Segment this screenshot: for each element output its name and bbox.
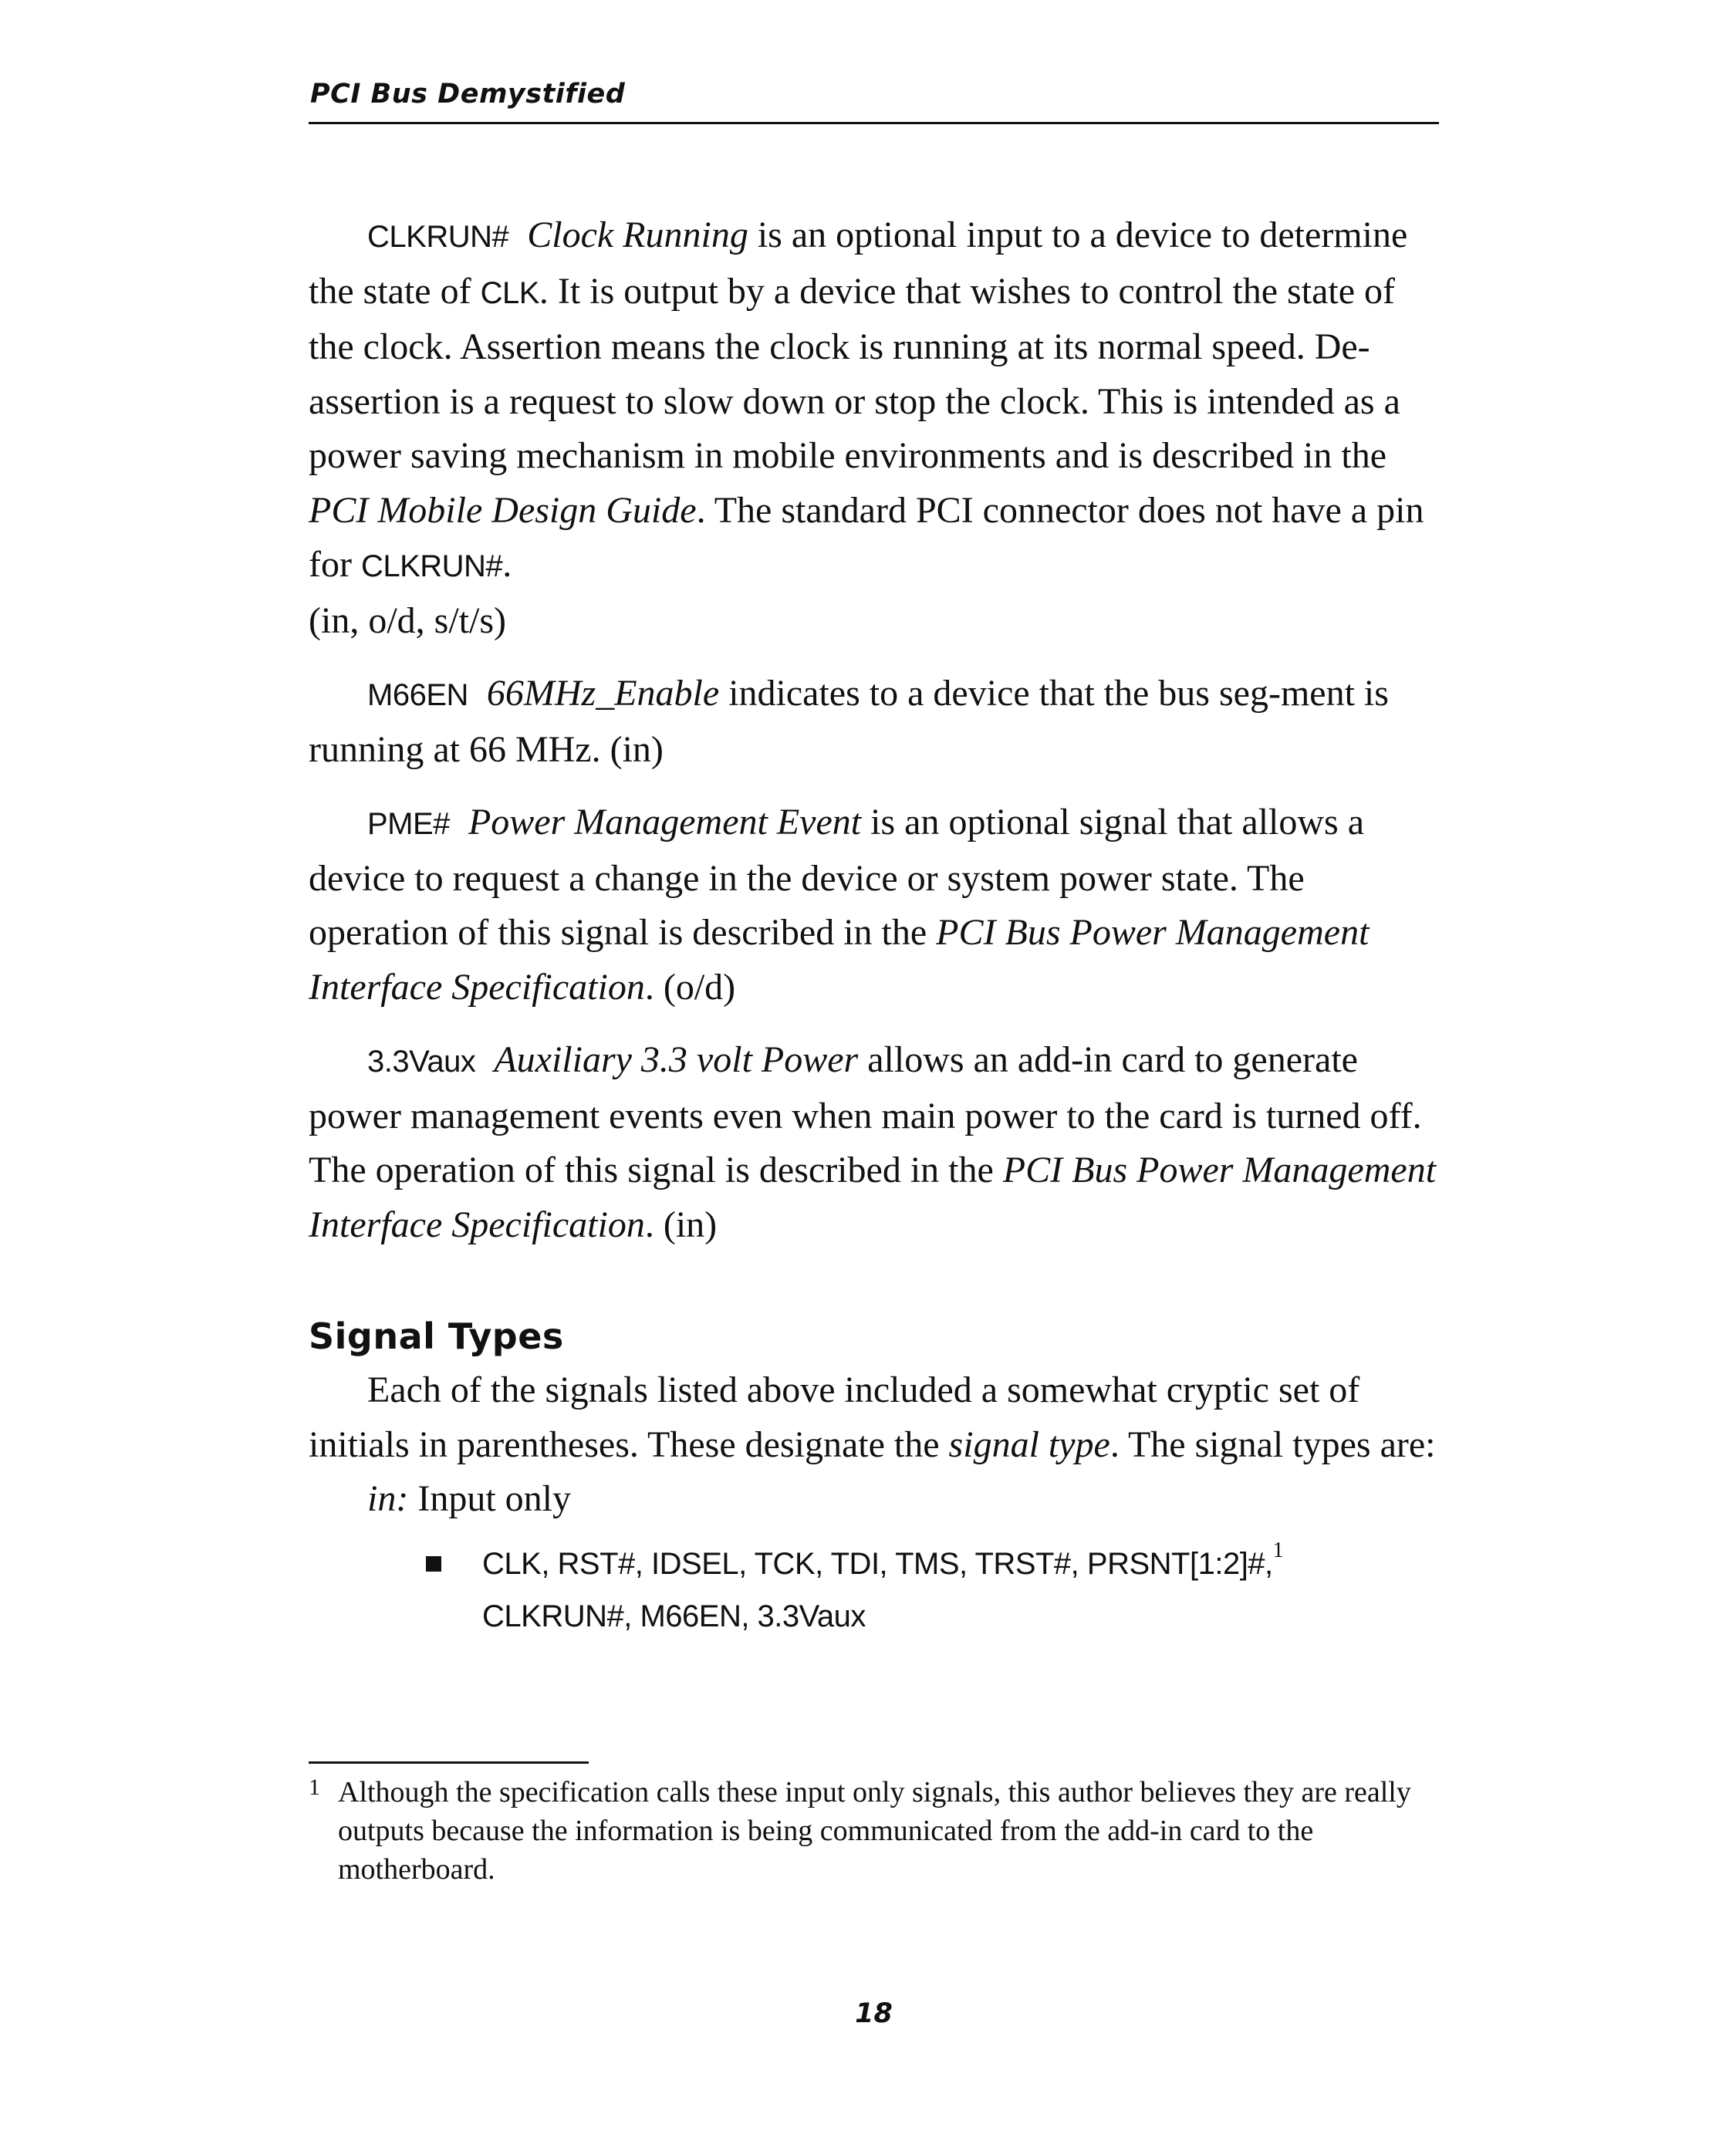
signal-full-name: Power Management Event xyxy=(468,802,862,843)
intro-term: signal type xyxy=(948,1423,1110,1465)
signal-description: is an optional input to a device to determine the state of xyxy=(309,214,1408,312)
section-heading: Signal Types xyxy=(309,1315,564,1357)
signal-name: 3.3Vaux xyxy=(367,1045,476,1079)
signal-name: M66EN xyxy=(367,678,468,712)
list-item xyxy=(482,1538,1439,1590)
signal-description: . It is output by a device that wishes to control the state of the clock. Assertion means the clock is running at its normal speed. De-assertion is a request to slow down or stop the clock. This is intended as a power saving mechanism in mobile environments and is described in the xyxy=(309,270,1400,476)
signal-pme xyxy=(309,795,1439,1015)
footnote-number: 1 xyxy=(309,1775,320,1800)
list-item xyxy=(482,1590,1439,1643)
signal-3-3vaux xyxy=(309,1033,1439,1252)
footnote-divider xyxy=(309,1761,589,1764)
footnote xyxy=(309,1773,1439,1889)
running-header xyxy=(309,77,1439,124)
signal-description: . The standard PCI connector does not have a pin for xyxy=(309,489,1424,585)
signal-description: allows an add-in card to generate power management events even when main power to the card is turned off. The operation of this signal is described in the xyxy=(309,1039,1422,1190)
signal-description: . xyxy=(502,544,512,585)
page-number: 18 xyxy=(855,1998,893,2029)
signal-type-list xyxy=(309,1538,1439,1643)
signal-list-line: CLK, RST#, IDSEL, TCK, TDI, TMS, TRST#, PRSNT[1:2]#, xyxy=(482,1546,1273,1581)
body-text xyxy=(309,208,1439,1643)
intro-text: Each of the signals listed above included a somewhat cryptic set of initials in parentheses. These designate the xyxy=(309,1369,1360,1465)
signal-full-name: Auxiliary 3.3 volt Power xyxy=(494,1039,859,1080)
footnote-text: Although the specification calls these input only signals, this author believes they are really outputs because the information is being communicated from the add-in card to the motherboard. xyxy=(338,1776,1411,1886)
signal-type-desc: Input only xyxy=(417,1478,571,1519)
signal-description: . (in) xyxy=(644,1204,718,1245)
signal-reference: CLKRUN# xyxy=(360,549,503,583)
document-reference: PCI Mobile Design Guide xyxy=(309,489,697,531)
signal-name: CLKRUN# xyxy=(367,220,509,254)
signal-full-name: Clock Running xyxy=(527,214,748,255)
signal-m66en xyxy=(309,667,1439,777)
signal-description: . (o/d) xyxy=(644,966,736,1008)
signal-clkrun xyxy=(309,208,1439,648)
book-page xyxy=(309,0,1439,2141)
bullet-square-icon xyxy=(426,1556,441,1572)
signal-description: is an optional signal that allows a device to request a change in the device or system power state. The operation of this signal is described in the xyxy=(309,802,1365,953)
document-reference: PCI Bus Power Management Interface Specification xyxy=(309,1150,1437,1245)
signal-full-name: 66MHz_Enable xyxy=(486,673,720,714)
section-intro xyxy=(309,1363,1439,1472)
intro-text: . The signal types are: xyxy=(1109,1423,1436,1465)
document-reference: PCI Bus Power Management Interface Specification xyxy=(309,912,1370,1008)
signal-type-tag: (in, o/d, s/t/s) xyxy=(309,599,507,641)
signal-type-entry xyxy=(367,1472,1439,1527)
signal-description: indicates to a device that the bus seg-ment is running at 66 MHz. (in) xyxy=(309,673,1389,770)
signal-list-line: CLKRUN#, M66EN, 3.3Vaux xyxy=(482,1599,866,1633)
signal-name: PME# xyxy=(367,807,450,841)
running-title: PCI Bus Demystified xyxy=(310,79,626,110)
footnote-reference: 1 xyxy=(1272,1538,1284,1562)
signal-reference: CLK xyxy=(480,275,539,310)
signal-type-abbr: in: xyxy=(367,1478,409,1519)
